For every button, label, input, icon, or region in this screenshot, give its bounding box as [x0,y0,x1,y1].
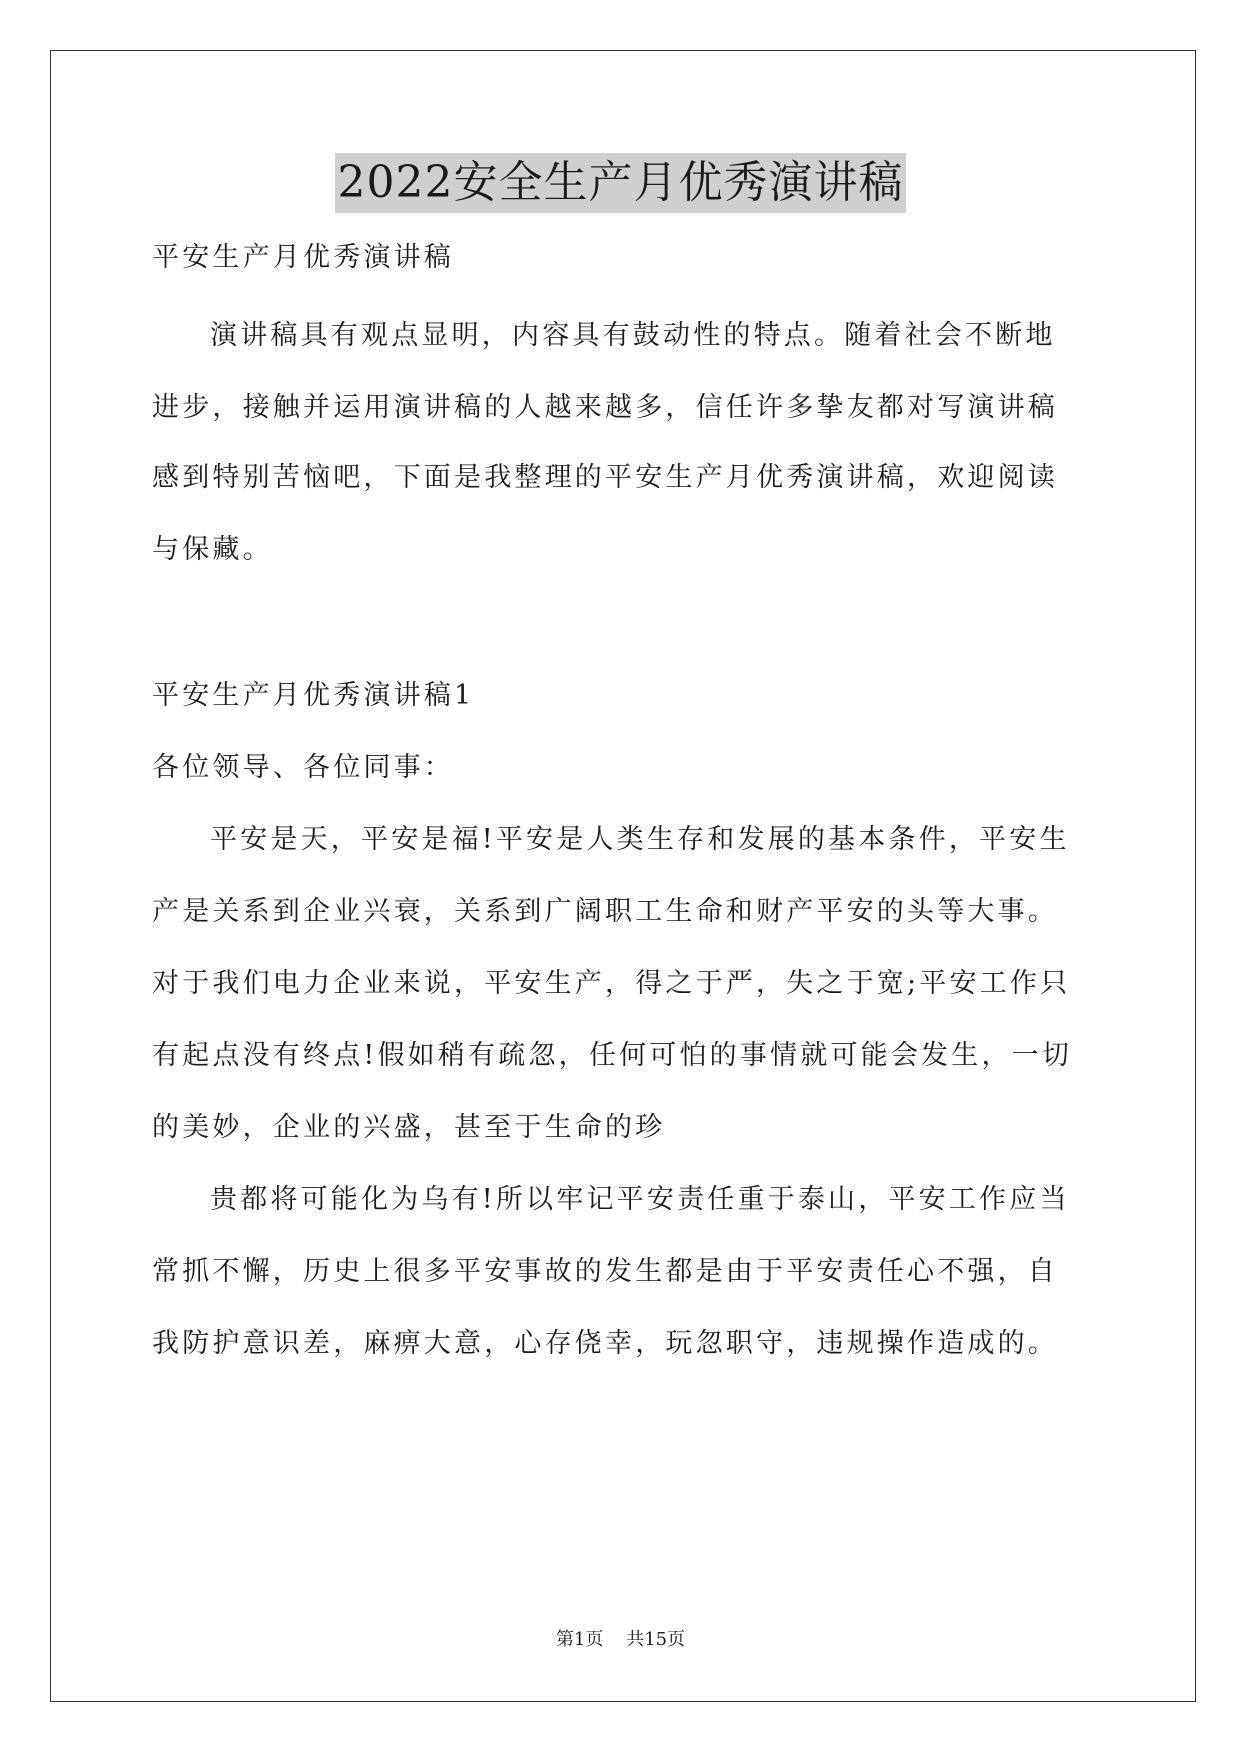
paragraph-line: 进步，接触并运用演讲稿的人越来越多，信任许多挚友都对写演讲稿 [152,392,1058,423]
paragraph-line: 贵都将可能化为乌有!所以牢记平安责任重于泰山，平安工作应当 [210,1184,1070,1215]
paragraph-line: 与保藏。 [152,534,273,565]
paragraph-line: 产是关系到企业兴衰，关系到广阔职工生命和财产平安的头等大事。 [152,896,1058,927]
section-heading: 平安生产月优秀演讲稿1 [152,680,475,711]
paragraph-line: 常抓不懈，历史上很多平安事故的发生都是由于平安责任心不强，自 [152,1256,1058,1287]
page-border [50,50,1196,1702]
paragraph-line: 的美妙，企业的兴盛，甚至于生命的珍 [152,1112,666,1143]
page-total: 共15页 [626,1629,686,1650]
document-title: 2022安全生产月优秀演讲稿 [335,153,907,213]
title-container [0,153,1241,213]
paragraph-line: 感到特别苦恼吧，下面是我整理的平安生产月优秀演讲稿，欢迎阅读 [152,462,1058,493]
subtitle-line: 平安生产月优秀演讲稿 [152,242,454,273]
paragraph-line: 演讲稿具有观点显明，内容具有鼓动性的特点。随着社会不断地 [210,320,1056,351]
paragraph-line: 对于我们电力企业来说，平安生产，得之于严，失之于宽;平安工作只 [152,968,1071,999]
page-number: 第1页 [555,1629,604,1650]
paragraph-line: 我防护意识差，麻痹大意，心存侥幸，玩忽职守，违规操作造成的。 [152,1328,1058,1359]
salutation-line: 各位领导、各位同事： [152,752,454,783]
paragraph-line: 平安是天，平安是福!平安是人类生存和发展的基本条件，平安生 [210,824,1070,855]
paragraph-line: 有起点没有终点!假如稍有疏忽，任何可怕的事情就可能会发生，一切 [152,1040,1073,1071]
page-footer [0,1628,1241,1652]
